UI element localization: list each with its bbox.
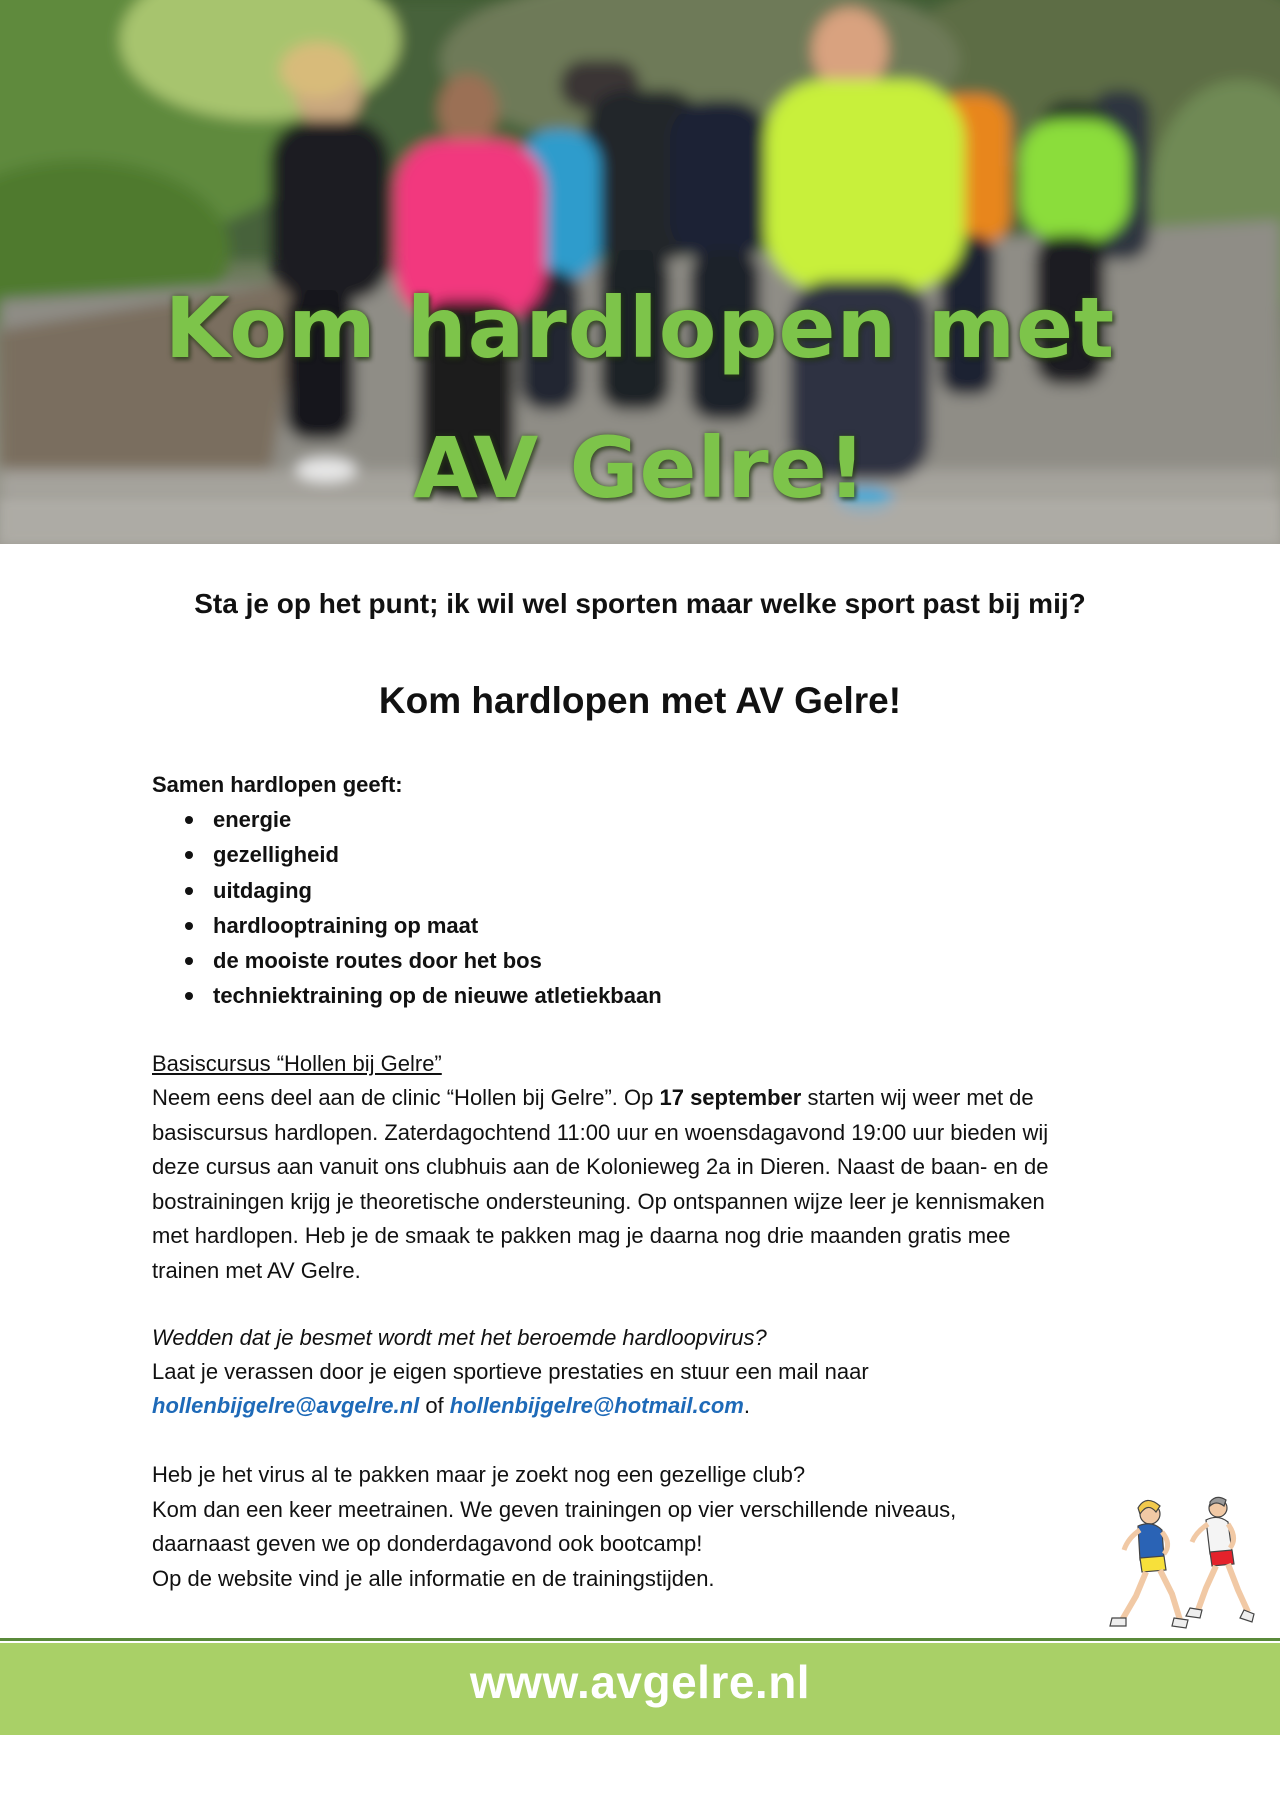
course-line-3: deze cursus aan vanuit ons clubhuis aan de Kolonieweg 2a in Dieren. Naast de baan- en de <box>152 1154 1049 1179</box>
intro-heading: Kom hardlopen met AV Gelre! <box>378 680 902 721</box>
course-line-5: met hardlopen. Heb je de smaak te pakken mag je daarna nog drie maanden gratis mee <box>152 1223 1011 1248</box>
email-link-avgelre[interactable]: hollenbijgelre@avgelre.nl <box>152 1393 420 1418</box>
club-line-2: Kom dan een keer meetrainen. We geven trainingen op vier verschillende niveaus, <box>152 1496 957 1522</box>
course-date: 17 september <box>659 1085 802 1110</box>
club-line-4: Op de website vind je alle informatie en de trainingstijden. <box>152 1565 715 1591</box>
hero-title-line-1: Kom hardlopen met <box>164 279 1116 377</box>
hero-title-line-2: AV Gelre! <box>413 419 867 517</box>
runners-clipart-icon <box>1106 1492 1256 1642</box>
website-link[interactable]: www.avgelre.nl <box>469 1656 811 1708</box>
benefits-label: Samen hardlopen geeft: <box>152 772 403 797</box>
course-line-1 <box>152 1081 1152 1116</box>
course-line-6: trainen met AV Gelre. <box>152 1257 361 1283</box>
benefit-item: techniektraining op de nieuwe atletiekbaan <box>152 978 662 1013</box>
footer-divider <box>0 1638 1280 1641</box>
or-text: of <box>419 1393 450 1418</box>
period-text: . <box>743 1393 750 1418</box>
club-line-1: Heb je het virus al te pakken maar je zoekt nog een gezellige club? <box>152 1462 806 1487</box>
course-line-4: bostrainingen krijg je theoretische ondersteuning. Op ontspannen wijze leer je kennismaken <box>152 1188 1045 1214</box>
email-link-hotmail[interactable]: hollenbijgelre@hotmail.com <box>449 1393 744 1418</box>
hero-photo <box>0 0 1280 544</box>
course-description <box>152 1081 1152 1288</box>
intro-question: Sta je op het punt; ik wil wel sporten maar welke sport past bij mij? <box>194 588 1086 619</box>
course-text: Neem eens deel aan de clinic “Hollen bij Gelre”. Op <box>152 1085 660 1110</box>
benefit-item: energie <box>152 802 662 837</box>
virus-question: Wedden dat je besmet wordt met het beroemde hardloopvirus? <box>152 1325 767 1350</box>
benefit-item: de mooiste routes door het bos <box>152 943 662 978</box>
benefit-item: hardlooptraining op maat <box>152 908 662 943</box>
course-title: Basiscursus “Hollen bij Gelre” <box>152 1051 442 1076</box>
contact-line: Laat je verassen door je eigen sportieve prestaties en stuur een mail naar <box>152 1359 869 1384</box>
club-line-3: daarnaast geven we op donderdagavond ook bootcamp! <box>152 1531 703 1556</box>
course-text: starten wij weer met de <box>801 1085 1034 1110</box>
benefit-item: gezelligheid <box>152 837 662 872</box>
footer-band <box>0 1643 1280 1735</box>
course-line-2: basiscursus hardlopen. Zaterdagochtend 11:00 uur en woensdagavond 19:00 uur bieden wij <box>152 1119 1049 1145</box>
benefits-list <box>152 802 662 1014</box>
club-paragraph <box>152 1458 1152 1596</box>
contact-emails <box>152 1389 1152 1424</box>
benefit-item: uitdaging <box>152 873 662 908</box>
